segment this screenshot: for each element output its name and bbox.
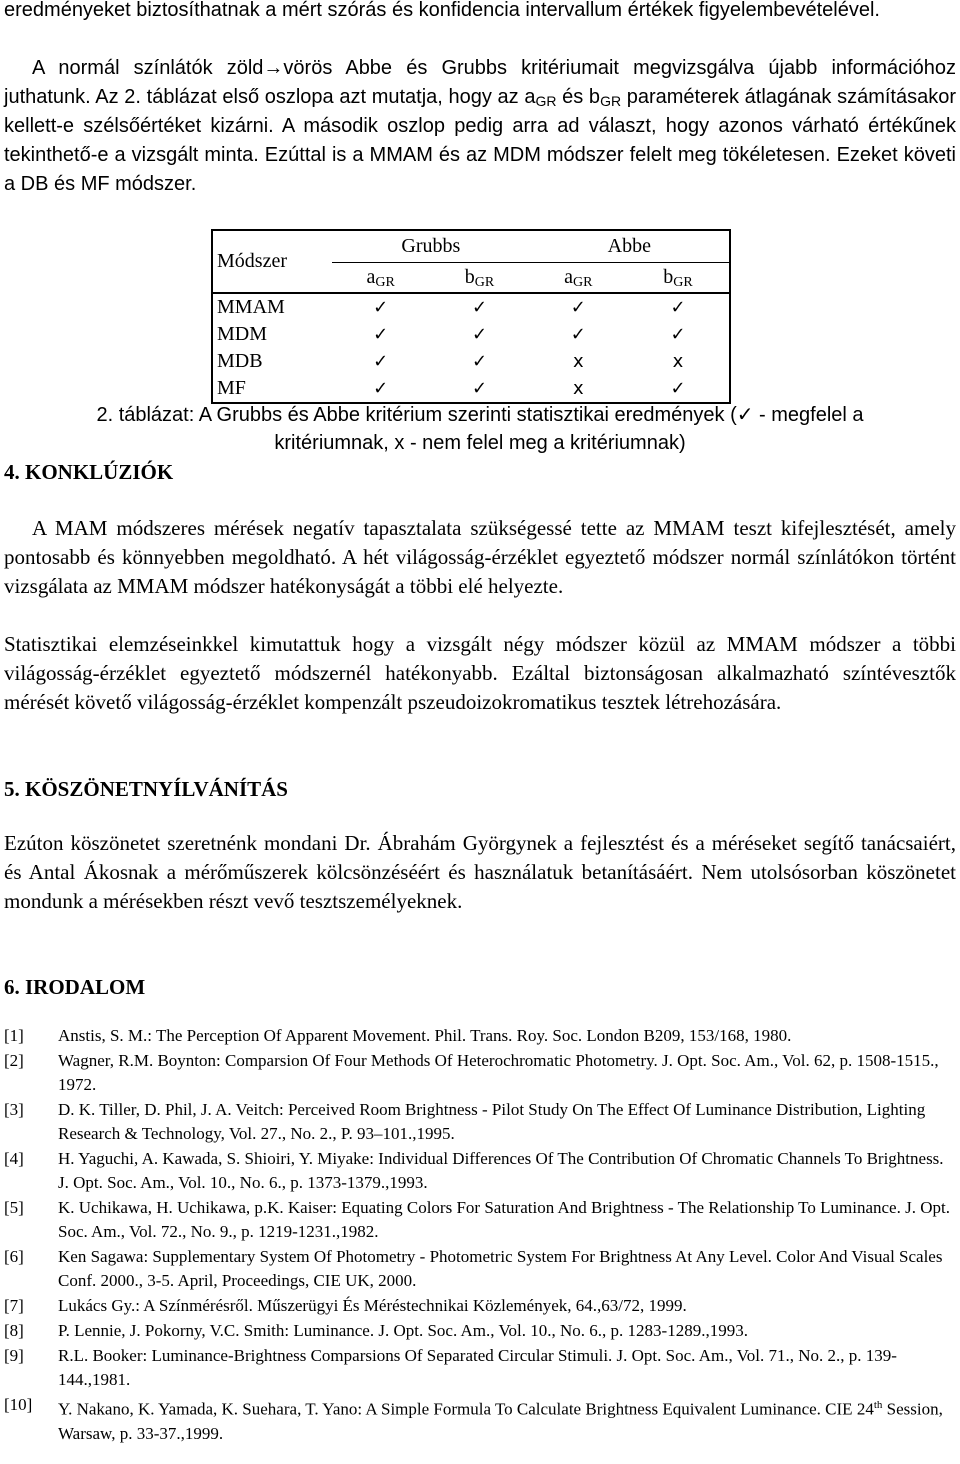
header-grubbs: Grubbs — [332, 230, 530, 263]
header-abbe: Abbe — [530, 230, 730, 263]
intro-paragraph-continuation: eredményeket biztosíthatnak a mért szórás és konfidencia intervallum értékek figyelembevételével. — [4, 0, 880, 21]
subheader-abbe-b: $b_{GR}$ — [627, 263, 730, 294]
conclusions-paragraph-1: A MAM módszeres mérések negatív tapasztalata szükségessé tette az MMAM teszt kifejlesztését, amely pontosabb és könnyebben megoldható. A hét világosság-érzéklet egyeztető módszer normál színlátókon történt vizsgálata az MMAM módszer hatékonyságát a többi elé helyezte. — [4, 516, 956, 598]
acknowledgements-paragraph: Ezúton köszönetet szeretnénk mondani Dr. Ábrahám Györgynek a fejlesztést és a méréseket segítő tanácsaiért, és Antal Ákosnak a mérőműszerek kölcsönzéséért és használatuk betanításáért. Nem utolsósorban köszönetet mondunk a mérésekben részt vevő tesztszemélyeknek. — [4, 831, 956, 913]
check-icon: ✓ — [670, 297, 686, 318]
intro-paragraph-table-discussion: A normál színlátók zöld→vörös Abbe és Grubbs kritériumait megvizsgálva újabb információhoz juthatunk. Az 2. táblázat első oszlopa azt mutatja, hogy az $a_{GR}$ és $b_{GR}$ paraméterek átlagának számításakor kellett-e szélsőértéket kizárni. A második oszlop pedig arra ad választ, hogy azonos várható értékűnek tekinthető-e a vizsgált minta. Ezúttal is a MMAM és az MDM módszer felelt meg tökéletesen. Ezeket követi a DB és MF módszer. — [4, 57, 957, 195]
table-caption: 2. táblázat: A Grubbs és Abbe kritérium szerinti statisztikai eredmények (✓ - megfelel a kritériumnak, x - nem felel meg a kritériumnak) — [96, 404, 864, 454]
subheader-abbe-a: $a_{GR}$ — [530, 263, 627, 294]
cross-icon: x — [573, 378, 584, 399]
check-icon: ✓ — [373, 297, 389, 318]
list-item: [4] H. Yaguchi, A. Kawada, S. Shioiri, Y. Miyake: Individual Differences Of The Contribution Of Chromatic Channels To Brightness. J. Opt. Soc. Am., Vol. 10., No. 6., p. 1373-1379.,1993. — [4, 1149, 944, 1192]
check-icon: ✓ — [670, 324, 686, 345]
row-method: MDM — [217, 323, 268, 345]
row-method: MDB — [217, 350, 263, 372]
header-method: Módszer — [212, 230, 332, 293]
section-heading-acknowledgements: 5. KÖSZÖNETNYÍLVÁNÍTÁS — [4, 777, 288, 801]
check-icon: ✓ — [670, 378, 686, 399]
table-row — [212, 348, 730, 375]
list-item: [2] Wagner, R.M. Boynton: Comparsion Of Four Methods Of Heterochromatic Photometry. J. Opt. Soc. Am., Vol. 62, p. 1508-1515., 1972. — [4, 1051, 939, 1094]
check-icon: ✓ — [471, 351, 488, 372]
check-icon: ✓ — [471, 297, 488, 318]
reference-list — [4, 1024, 956, 1447]
conclusions-paragraph-2: Statisztikai elemzéseinkkel kimutattuk hogy a vizsgált négy módszer közül az MMAM módszer a többi világosság-érzéklet egyeztető módszernél hatékonyabb. Ezáltal biztonságosan alkalmazható színtévesztők mérését követő világosság-érzéklet kompenzált pszeudoizokromatikus tesztek létrehozására. — [4, 632, 956, 714]
check-icon: ✓ — [373, 378, 389, 399]
list-item: [9] R.L. Booker: Luminance-Brightness Comparsions Of Separated Circular Stimuli. J. Opt. Soc. Am., Vol. 71., No. 2., p. 139-144.,1981. — [4, 1346, 897, 1389]
row-method: MMAM — [217, 296, 285, 318]
list-item: [1] Anstis, S. M.: The Perception Of Apparent Movement. Phil. Trans. Roy. Soc. London B209, 153/168, 1980. — [4, 1026, 792, 1045]
cross-icon: x — [573, 351, 584, 372]
check-icon: ✓ — [373, 351, 389, 372]
section-heading-references: 6. IRODALOM — [4, 975, 146, 999]
list-item: [7] Lukács Gy.: A Színmérésről. Műszerügyi És Méréstechnikai Közlemények, 64.,63/72, 1999. — [4, 1296, 687, 1315]
check-icon: ✓ — [373, 324, 389, 345]
table-row — [212, 293, 730, 321]
subheader-grubbs-b: $b_{GR}$ — [429, 263, 529, 294]
check-icon: ✓ — [471, 324, 488, 345]
check-icon: ✓ — [570, 297, 586, 318]
check-icon: ✓ — [471, 378, 488, 399]
check-icon: ✓ — [570, 324, 586, 345]
list-item: [10] Y. Nakano, K. Yamada, K. Suehara, T. Yano: A Simple Formula To Calculate Brightness Equivalent Luminance. CIE 24th Session, Warsaw, p. 33-37.,1999. — [4, 1395, 943, 1443]
list-item: [3] D. K. Tiller, D. Phil, J. A. Veitch: Perceived Room Brightness - Pilot Study On The Effect Of Luminance Distribution, Lighting Research & Technology, Vol. 27., No. 2., P. 93–101.,1995. — [4, 1100, 926, 1143]
list-item: [8] P. Lennie, J. Pokorny, V.C. Smith: Luminance. J. Opt. Soc. Am., Vol. 10., No. 6., p. 1283-1289.,1993. — [4, 1321, 748, 1340]
row-method: MF — [217, 377, 246, 399]
table-header-row — [212, 230, 730, 263]
arrow-right-icon: → — [263, 57, 284, 79]
results-table — [211, 229, 731, 404]
cross-icon: x — [672, 351, 684, 372]
list-item: [5] K. Uchikawa, H. Uchikawa, p.K. Kaiser: Equating Colors For Saturation And Brightness - The Relationship To Luminance. J. Opt. Soc. Am., Vol. 72., No. 9., p. 1219-1231.,1982. — [4, 1198, 950, 1241]
table-row — [212, 321, 730, 348]
list-item: [6] Ken Sagawa: Supplementary System Of Photometry - Photometric System For Brightness At Any Level. Color And Visual Scales Conf. 2000., 3-5. April, Proceedings, CIE UK, 2000. — [4, 1247, 943, 1290]
section-heading-conclusions: 4. KONKLÚZIÓK — [4, 460, 174, 484]
subheader-grubbs-a: $a_{GR}$ — [332, 263, 429, 294]
table-row — [212, 375, 730, 403]
